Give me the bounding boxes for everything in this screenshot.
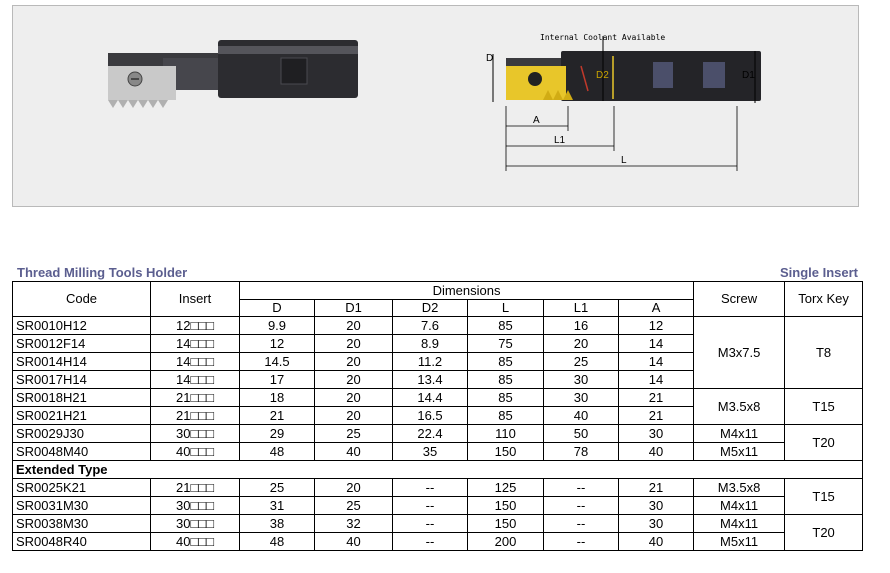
cell-torx: T15 [785, 389, 863, 425]
cell-insert: 40□□□ [151, 533, 240, 551]
cell-l1: -- [544, 497, 619, 515]
cell-l: 85 [468, 371, 544, 389]
cell-torx: T20 [785, 515, 863, 551]
cell-d: 17 [240, 371, 315, 389]
cell-l1: 30 [544, 389, 619, 407]
table-title: Thread Milling Tools Holder [17, 265, 188, 280]
tool-illustration [13, 6, 858, 206]
cell-d1: 20 [315, 335, 393, 353]
cell-d: 38 [240, 515, 315, 533]
cell-d: 9.9 [240, 317, 315, 335]
cell-a: 30 [619, 497, 694, 515]
header-d1: D1 [315, 300, 393, 317]
cell-a: 21 [619, 479, 694, 497]
cell-code: SR0021H21 [13, 407, 151, 425]
cell-l1: -- [544, 515, 619, 533]
cell-screw: M4x11 [694, 497, 785, 515]
cell-insert: 21□□□ [151, 389, 240, 407]
cell-d2: -- [393, 533, 468, 551]
table-row [13, 515, 863, 533]
label-d: D [486, 53, 494, 64]
cell-insert: 30□□□ [151, 497, 240, 515]
cell-code: SR0012F14 [13, 335, 151, 353]
cell-a: 14 [619, 335, 694, 353]
cell-screw: M3x7.5 [694, 317, 785, 389]
header-insert: Insert [151, 282, 240, 317]
cell-a: 21 [619, 389, 694, 407]
cell-a: 30 [619, 425, 694, 443]
cell-l1: 20 [544, 335, 619, 353]
table-row [13, 389, 863, 407]
cell-screw: M5x11 [694, 533, 785, 551]
cell-code: SR0014H14 [13, 353, 151, 371]
cell-code: SR0031M30 [13, 497, 151, 515]
table-subtitle: Single Insert [779, 265, 858, 280]
cell-l: 110 [468, 425, 544, 443]
cell-d: 12 [240, 335, 315, 353]
cell-screw: M3.5x8 [694, 479, 785, 497]
cell-code: SR0048M40 [13, 443, 151, 461]
cell-code: SR0029J30 [13, 425, 151, 443]
cell-l: 85 [468, 407, 544, 425]
label-d2: D2 [596, 70, 609, 81]
cell-insert: 40□□□ [151, 443, 240, 461]
label-a: A [533, 115, 540, 126]
cell-l: 85 [468, 317, 544, 335]
cell-a: 30 [619, 515, 694, 533]
cell-d2: 14.4 [393, 389, 468, 407]
cell-l1: 25 [544, 353, 619, 371]
label-l: L [621, 155, 627, 166]
cell-l: 125 [468, 479, 544, 497]
cell-insert: 12□□□ [151, 317, 240, 335]
cell-torx: T15 [785, 479, 863, 515]
cell-l: 85 [468, 389, 544, 407]
cell-d2: -- [393, 479, 468, 497]
cell-torx: T8 [785, 317, 863, 389]
cell-l1: -- [544, 479, 619, 497]
cell-d2: -- [393, 515, 468, 533]
cell-d1: 20 [315, 317, 393, 335]
cell-a: 14 [619, 371, 694, 389]
label-l1: L1 [554, 135, 566, 146]
cell-insert: 14□□□ [151, 335, 240, 353]
cell-insert: 21□□□ [151, 479, 240, 497]
cell-d: 21 [240, 407, 315, 425]
cell-a: 40 [619, 443, 694, 461]
coolant-note: Internal Coolant Available [540, 33, 666, 42]
cell-d: 48 [240, 443, 315, 461]
table-row [13, 317, 863, 335]
cell-code: SR0048R40 [13, 533, 151, 551]
header-code: Code [13, 282, 151, 317]
cell-insert: 14□□□ [151, 371, 240, 389]
cell-d1: 20 [315, 371, 393, 389]
table-row [13, 443, 863, 461]
cell-d2: 16.5 [393, 407, 468, 425]
header-l: L [468, 300, 544, 317]
label-d1: D1 [742, 70, 755, 81]
cell-insert: 21□□□ [151, 407, 240, 425]
cell-l1: -- [544, 533, 619, 551]
cell-insert: 30□□□ [151, 425, 240, 443]
header-a: A [619, 300, 694, 317]
cell-code: SR0017H14 [13, 371, 151, 389]
cell-l: 150 [468, 497, 544, 515]
cell-d1: 20 [315, 479, 393, 497]
cell-d: 48 [240, 533, 315, 551]
table-row [13, 425, 863, 443]
spec-table [12, 281, 863, 551]
cell-l: 85 [468, 353, 544, 371]
cell-l1: 30 [544, 371, 619, 389]
cell-d2: 22.4 [393, 425, 468, 443]
cell-a: 14 [619, 353, 694, 371]
cell-d2: -- [393, 497, 468, 515]
extended-type-label: Extended Type [13, 461, 863, 479]
cell-d1: 32 [315, 515, 393, 533]
cell-screw: M4x11 [694, 425, 785, 443]
cell-screw: M5x11 [694, 443, 785, 461]
cell-screw: M4x11 [694, 515, 785, 533]
table-row [13, 497, 863, 515]
cell-d2: 8.9 [393, 335, 468, 353]
cell-torx: T20 [785, 425, 863, 461]
cell-code: SR0018H21 [13, 389, 151, 407]
cell-a: 21 [619, 407, 694, 425]
header-d: D [240, 300, 315, 317]
cell-l: 200 [468, 533, 544, 551]
header-torx: Torx Key [785, 282, 863, 317]
cell-insert: 14□□□ [151, 353, 240, 371]
cell-d1: 25 [315, 425, 393, 443]
cell-d1: 40 [315, 443, 393, 461]
cell-code: SR0025K21 [13, 479, 151, 497]
header-l1: L1 [544, 300, 619, 317]
table-row [13, 479, 863, 497]
cell-d2: 7.6 [393, 317, 468, 335]
cell-insert: 30□□□ [151, 515, 240, 533]
cell-l1: 78 [544, 443, 619, 461]
cell-d: 29 [240, 425, 315, 443]
cell-code: SR0010H12 [13, 317, 151, 335]
cell-d1: 20 [315, 353, 393, 371]
cell-l1: 50 [544, 425, 619, 443]
cell-l: 150 [468, 443, 544, 461]
cell-d: 31 [240, 497, 315, 515]
cell-d2: 13.4 [393, 371, 468, 389]
cell-d1: 40 [315, 533, 393, 551]
product-image-panel [12, 5, 859, 207]
cell-d: 14.5 [240, 353, 315, 371]
cell-a: 12 [619, 317, 694, 335]
cell-l1: 40 [544, 407, 619, 425]
cell-d2: 35 [393, 443, 468, 461]
cell-l: 150 [468, 515, 544, 533]
dimension-drawing [486, 33, 761, 171]
cell-d1: 20 [315, 407, 393, 425]
cell-l1: 16 [544, 317, 619, 335]
header-row-1 [13, 282, 863, 300]
header-dimensions: Dimensions [240, 282, 694, 300]
header-d2: D2 [393, 300, 468, 317]
header-screw: Screw [694, 282, 785, 317]
cell-d: 25 [240, 479, 315, 497]
cell-d: 18 [240, 389, 315, 407]
cell-d2: 11.2 [393, 353, 468, 371]
table-row [13, 533, 863, 551]
tool-holder-photo [108, 40, 358, 108]
cell-d1: 20 [315, 389, 393, 407]
cell-d1: 25 [315, 497, 393, 515]
cell-a: 40 [619, 533, 694, 551]
cell-l: 75 [468, 335, 544, 353]
cell-screw: M3.5x8 [694, 389, 785, 425]
section-row [13, 461, 863, 479]
cell-code: SR0038M30 [13, 515, 151, 533]
